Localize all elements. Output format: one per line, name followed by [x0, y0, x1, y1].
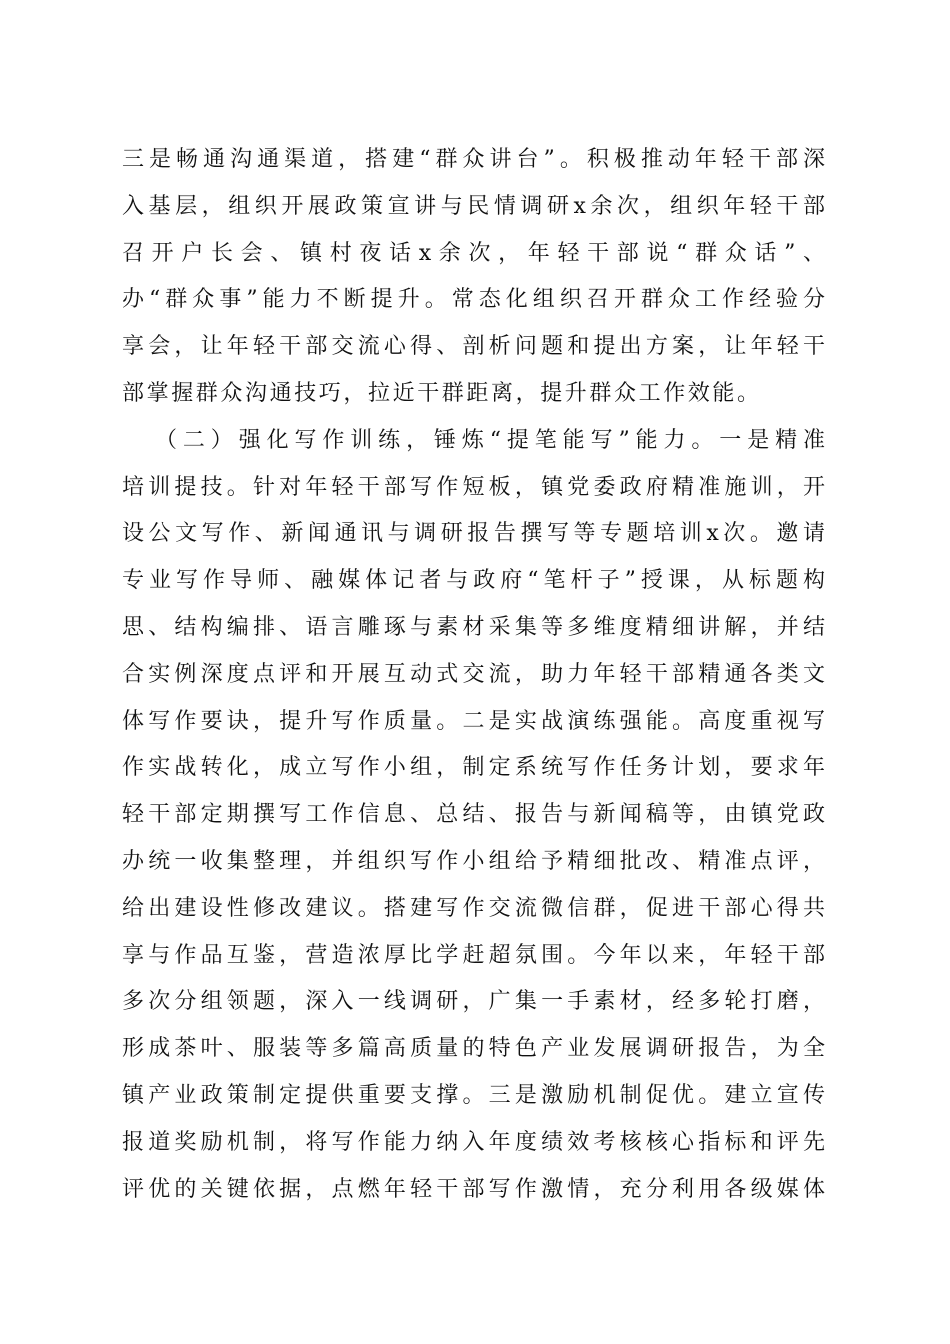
text-line: 专业写作导师、融媒体记者与政府“笔杆子”授课，从标题构	[122, 568, 825, 594]
text-line: 部掌握群众沟通技巧，拉近干群距离，提升群众工作效能。	[122, 381, 762, 406]
text-line: 给出建设性修改建议。搭建写作交流微信群，促进干部心得共	[122, 895, 825, 921]
text-line: 思、结构编排、语言雕琢与素材采集等多维度精细讲解，并结	[122, 615, 825, 640]
text-line: 入基层，组织开展政策宣讲与民情调研x余次，组织年轻干部	[122, 193, 825, 219]
text-line: 办“群众事”能力不断提升。常态化组织召开群众工作经验分	[122, 287, 825, 313]
text-line: 体写作要诀，提升写作质量。二是实战演练强能。高度重视写	[122, 708, 825, 734]
text-line: 评优的关键依据，点燃年轻干部写作激情，充分利用各级媒体	[122, 1176, 825, 1202]
text-line: 享会，让年轻干部交流心得、剖析问题和提出方案，让年轻干	[122, 334, 825, 360]
text-line: 报道奖励机制，将写作能力纳入年度绩效考核核心指标和评先	[122, 1129, 825, 1155]
text-line: 多次分组领题，深入一线调研，广集一手素材，经多轮打磨，	[122, 989, 825, 1015]
text-line: 办统一收集整理，并组织写作小组给予精细批改、精准点评，	[122, 849, 825, 874]
text-line: 轻干部定期撰写工作信息、总结、报告与新闻稿等，由镇党政	[122, 802, 825, 828]
text-line: 培训提技。针对年轻干部写作短板，镇党委政府精准施训，开	[122, 474, 825, 500]
text-line: 设公文写作、新闻通讯与调研报告撰写等专题培训x次。邀请	[122, 521, 825, 547]
text-line: 享与作品互鉴，营造浓厚比学赶超氛围。今年以来，年轻干部	[122, 942, 825, 968]
text-line: 镇产业政策制定提供重要支撑。三是激励机制促优。建立宣传	[122, 1083, 825, 1108]
text-line: （二）强化写作训练，锤炼“提笔能写”能力。一是精准	[155, 427, 825, 453]
text-line: 合实例深度点评和开展互动式交流，助力年轻干部精通各类文	[122, 661, 825, 687]
text-line: 召开户长会、镇村夜话x余次，年轻干部说“群众话”、	[122, 240, 825, 266]
text-line: 三是畅通沟通渠道，搭建“群众讲台”。积极推动年轻干部深	[122, 147, 825, 172]
text-line: 作实战转化，成立写作小组，制定系统写作任务计划，要求年	[122, 755, 825, 781]
text-line: 形成茶叶、服装等多篇高质量的特色产业发展调研报告，为全	[122, 1036, 825, 1062]
